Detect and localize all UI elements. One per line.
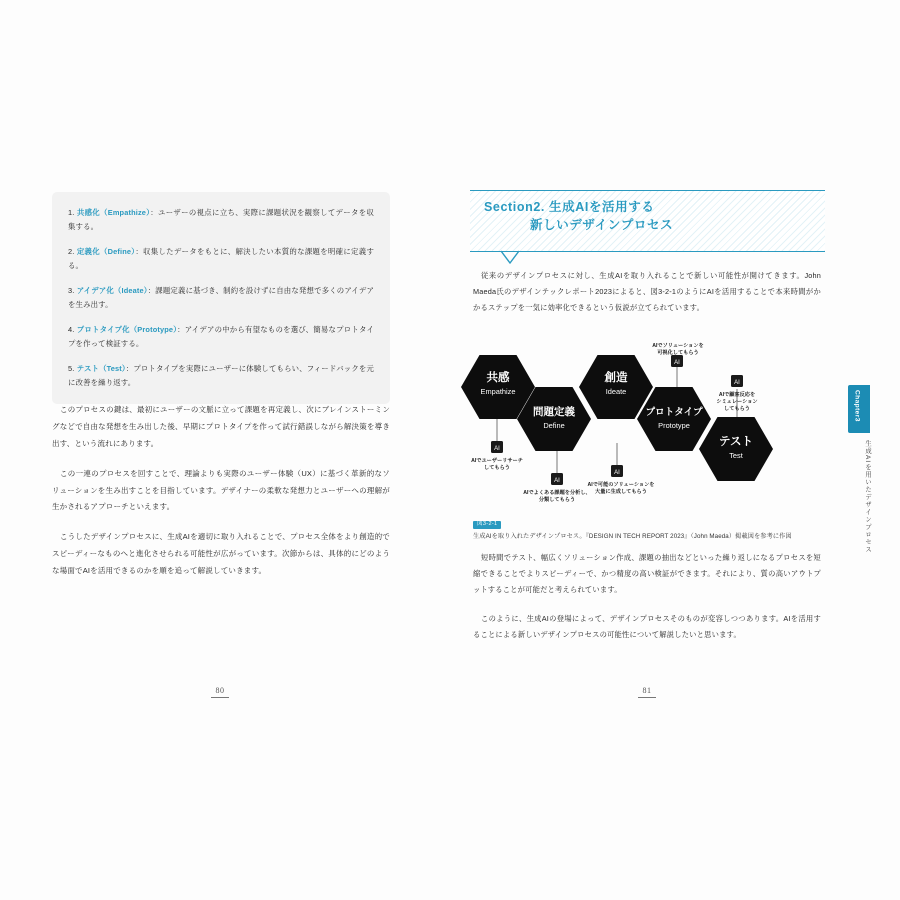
annotation-line1: AIでユーザーリサーチ [471, 458, 523, 464]
callout-body: ：アイデアの中から有望なものを選び、簡易なプロトタイプを作って検証する。 [68, 324, 374, 349]
chapter-tab-vertical-text: 生成AIを用いたデザインプロセス [864, 440, 871, 554]
callout-body: ：プロトタイプを実際にユーザーに体験してもらい、フィードバックを元に改善を繰り返す。 [68, 363, 374, 387]
callout-item [68, 284, 374, 313]
section-heading-line1: Section2. 生成AIを活用する [484, 200, 655, 214]
annotation-line1: AIで可能のソリューションを [587, 482, 655, 488]
hexagon-test [699, 417, 773, 481]
annotation-line2: 可視化してもらう [657, 350, 699, 357]
figure-caption-text: 生成AIを取り入れたデザインプロセス。『DESIGN IN TECH REPORT 2023』（John Maeda）掲載図を参考に作図 [473, 533, 792, 541]
annotation-line2: 大量に生成してもらう [595, 489, 647, 495]
svg-text:AI: AI [554, 478, 560, 484]
annotation-line2: シミュレーション [716, 399, 758, 405]
ai-icon [731, 375, 743, 387]
diagram-annotation-top [623, 343, 733, 357]
annotation-line3: してもらう [724, 406, 750, 412]
right-page-body-top [473, 268, 821, 329]
callout-term: テスト（Test） [76, 363, 126, 373]
figure-number-badge: 図3-2-1 [473, 521, 501, 530]
hexagon-ideate [579, 355, 653, 419]
callout-body: ：課題定義に基づき、制約を設けずに自由な発想で多くのアイデアを生み出す。 [68, 285, 374, 310]
callout-body: ：ユーザーの視点に立ち、実際に課題状況を観察してデータを収集する。 [68, 208, 374, 232]
ai-icon [611, 465, 623, 477]
callout-number: 1. [68, 208, 75, 217]
section-heading [470, 190, 825, 252]
right-page [455, 150, 855, 730]
callout-number: 3. [68, 285, 75, 295]
svg-text:AI: AI [614, 470, 620, 476]
callout-term: 共感化（Empathize） [76, 208, 151, 217]
hex-label-jp: プロトタイプ [645, 407, 703, 418]
annotation-line1: AIで顧客反応を [718, 392, 756, 398]
left-page-body [52, 402, 390, 593]
hex-label-jp: 共感 [486, 372, 510, 384]
process-diagram [461, 355, 831, 510]
callout-item [68, 206, 374, 235]
hex-label-en: Ideate [605, 387, 627, 396]
page-number-value: 80 [215, 686, 225, 695]
hex-label-en: Empathize [480, 387, 516, 396]
hex-label-en: Define [543, 421, 565, 430]
chapter-tab-label: Chapter3 [853, 390, 861, 422]
callout-term: プロトタイプ化（Prototype） [76, 324, 178, 334]
annotation-line2: 分類してもらう [538, 497, 576, 503]
callout-item [68, 362, 374, 391]
section-heading-line2: 新しいデザインプロセス [530, 218, 674, 233]
paragraph: このように、生成AIの登場によって、デザインプロセスそのものが変容しつつあります。AIを活用することによる新しいデザインプロセスの可能性について解説したいと思います。 [473, 614, 821, 640]
page-number-left [205, 686, 235, 698]
callout-term: アイデア化（Ideate） [76, 285, 148, 295]
hex-label-jp: 問題定義 [533, 406, 575, 418]
section-heading-text [470, 191, 825, 234]
hex-label-jp: 創造 [604, 372, 628, 384]
callout-number: 5. [68, 363, 75, 373]
diagram-annotation [716, 390, 757, 412]
callout-term: 定義化（Define） [76, 246, 136, 256]
annotation-line1: AIでよくある課題を分析し、 [523, 490, 591, 496]
paragraph: 短時間でテスト、幅広くソリューション作成、課題の抽出などといった繰り返しになるプロセスを短縮できることでよりスピーディーで、かつ精度の高い検証ができます。それにより、質の高いアウトプットすることが可能だと考えられています。 [473, 553, 821, 595]
paragraph: 従来のデザインプロセスに対し、生成AIを取り入れることで新しい可能性が開けてきます。John Maeda氏のデザインテックレポート2023によると、図3-2-1のようにAIを活用することで本来時間がかかるステップを一気に効率化できるという仮説が立てられています。 [473, 271, 821, 313]
ai-icon [551, 473, 563, 485]
callout-number: 4. [68, 324, 75, 334]
hexagon-prototype [637, 387, 711, 451]
paragraph: この一連のプロセスを回すことで、理論よりも実際のユーザー体験（UX）に基づく革新的なソリューションを生み出すことを目指しています。デザイナーの柔軟な発想力とユーザーへの理解が生かされるアプローチといえます。 [52, 468, 390, 512]
left-page [22, 150, 422, 730]
callout-item [68, 323, 374, 352]
diagram-annotation [588, 480, 655, 495]
folio-rule [211, 697, 229, 698]
svg-text:AI: AI [494, 446, 500, 452]
page-number-value: 81 [642, 686, 652, 695]
callout-item [68, 245, 374, 274]
chapter-tab [848, 385, 870, 433]
diagram-annotation [471, 456, 523, 471]
figure-caption [473, 512, 821, 542]
annotation-line2: してもらう [484, 465, 510, 471]
ai-icon [491, 441, 503, 453]
folio-rule [638, 697, 656, 698]
diagram-annotation [523, 488, 590, 503]
paragraph: こうしたデザインプロセスに、生成AIを適切に取り入れることで、プロセス全体をより創造的でスピーディーなものへと進化させられる可能性が広がっています。次節からは、具体的にどのような場面でAIを活用できるのかを順を追って解説していきます。 [52, 532, 390, 575]
hex-label-en: Prototype [658, 421, 690, 430]
hex-label-jp: テスト [718, 436, 754, 448]
annotation-line1: AIでソリューションを [652, 343, 704, 349]
paragraph: このプロセスの鍵は、最初にユーザーの文脈に立って課題を再定義し、次にブレインストーミングなどで自由な発想を生み出した後、早期にプロトタイプを作って試行錯誤しながら解決策を導き出す、という流れにあります。 [52, 405, 390, 448]
process-diagram-svg [461, 355, 831, 510]
callout-body: ：収集したデータをもとに、解決したい本質的な課題を明確に定義する。 [68, 246, 374, 271]
callout-number: 2. [68, 246, 75, 256]
numbered-steps-callout [52, 192, 390, 404]
page-number-right [632, 686, 662, 698]
right-page-body-bottom [473, 550, 821, 656]
hex-label-en: Test [729, 451, 743, 460]
heading-vee-marker [501, 251, 519, 264]
svg-text:AI: AI [674, 360, 680, 366]
svg-text:AI: AI [734, 380, 740, 386]
